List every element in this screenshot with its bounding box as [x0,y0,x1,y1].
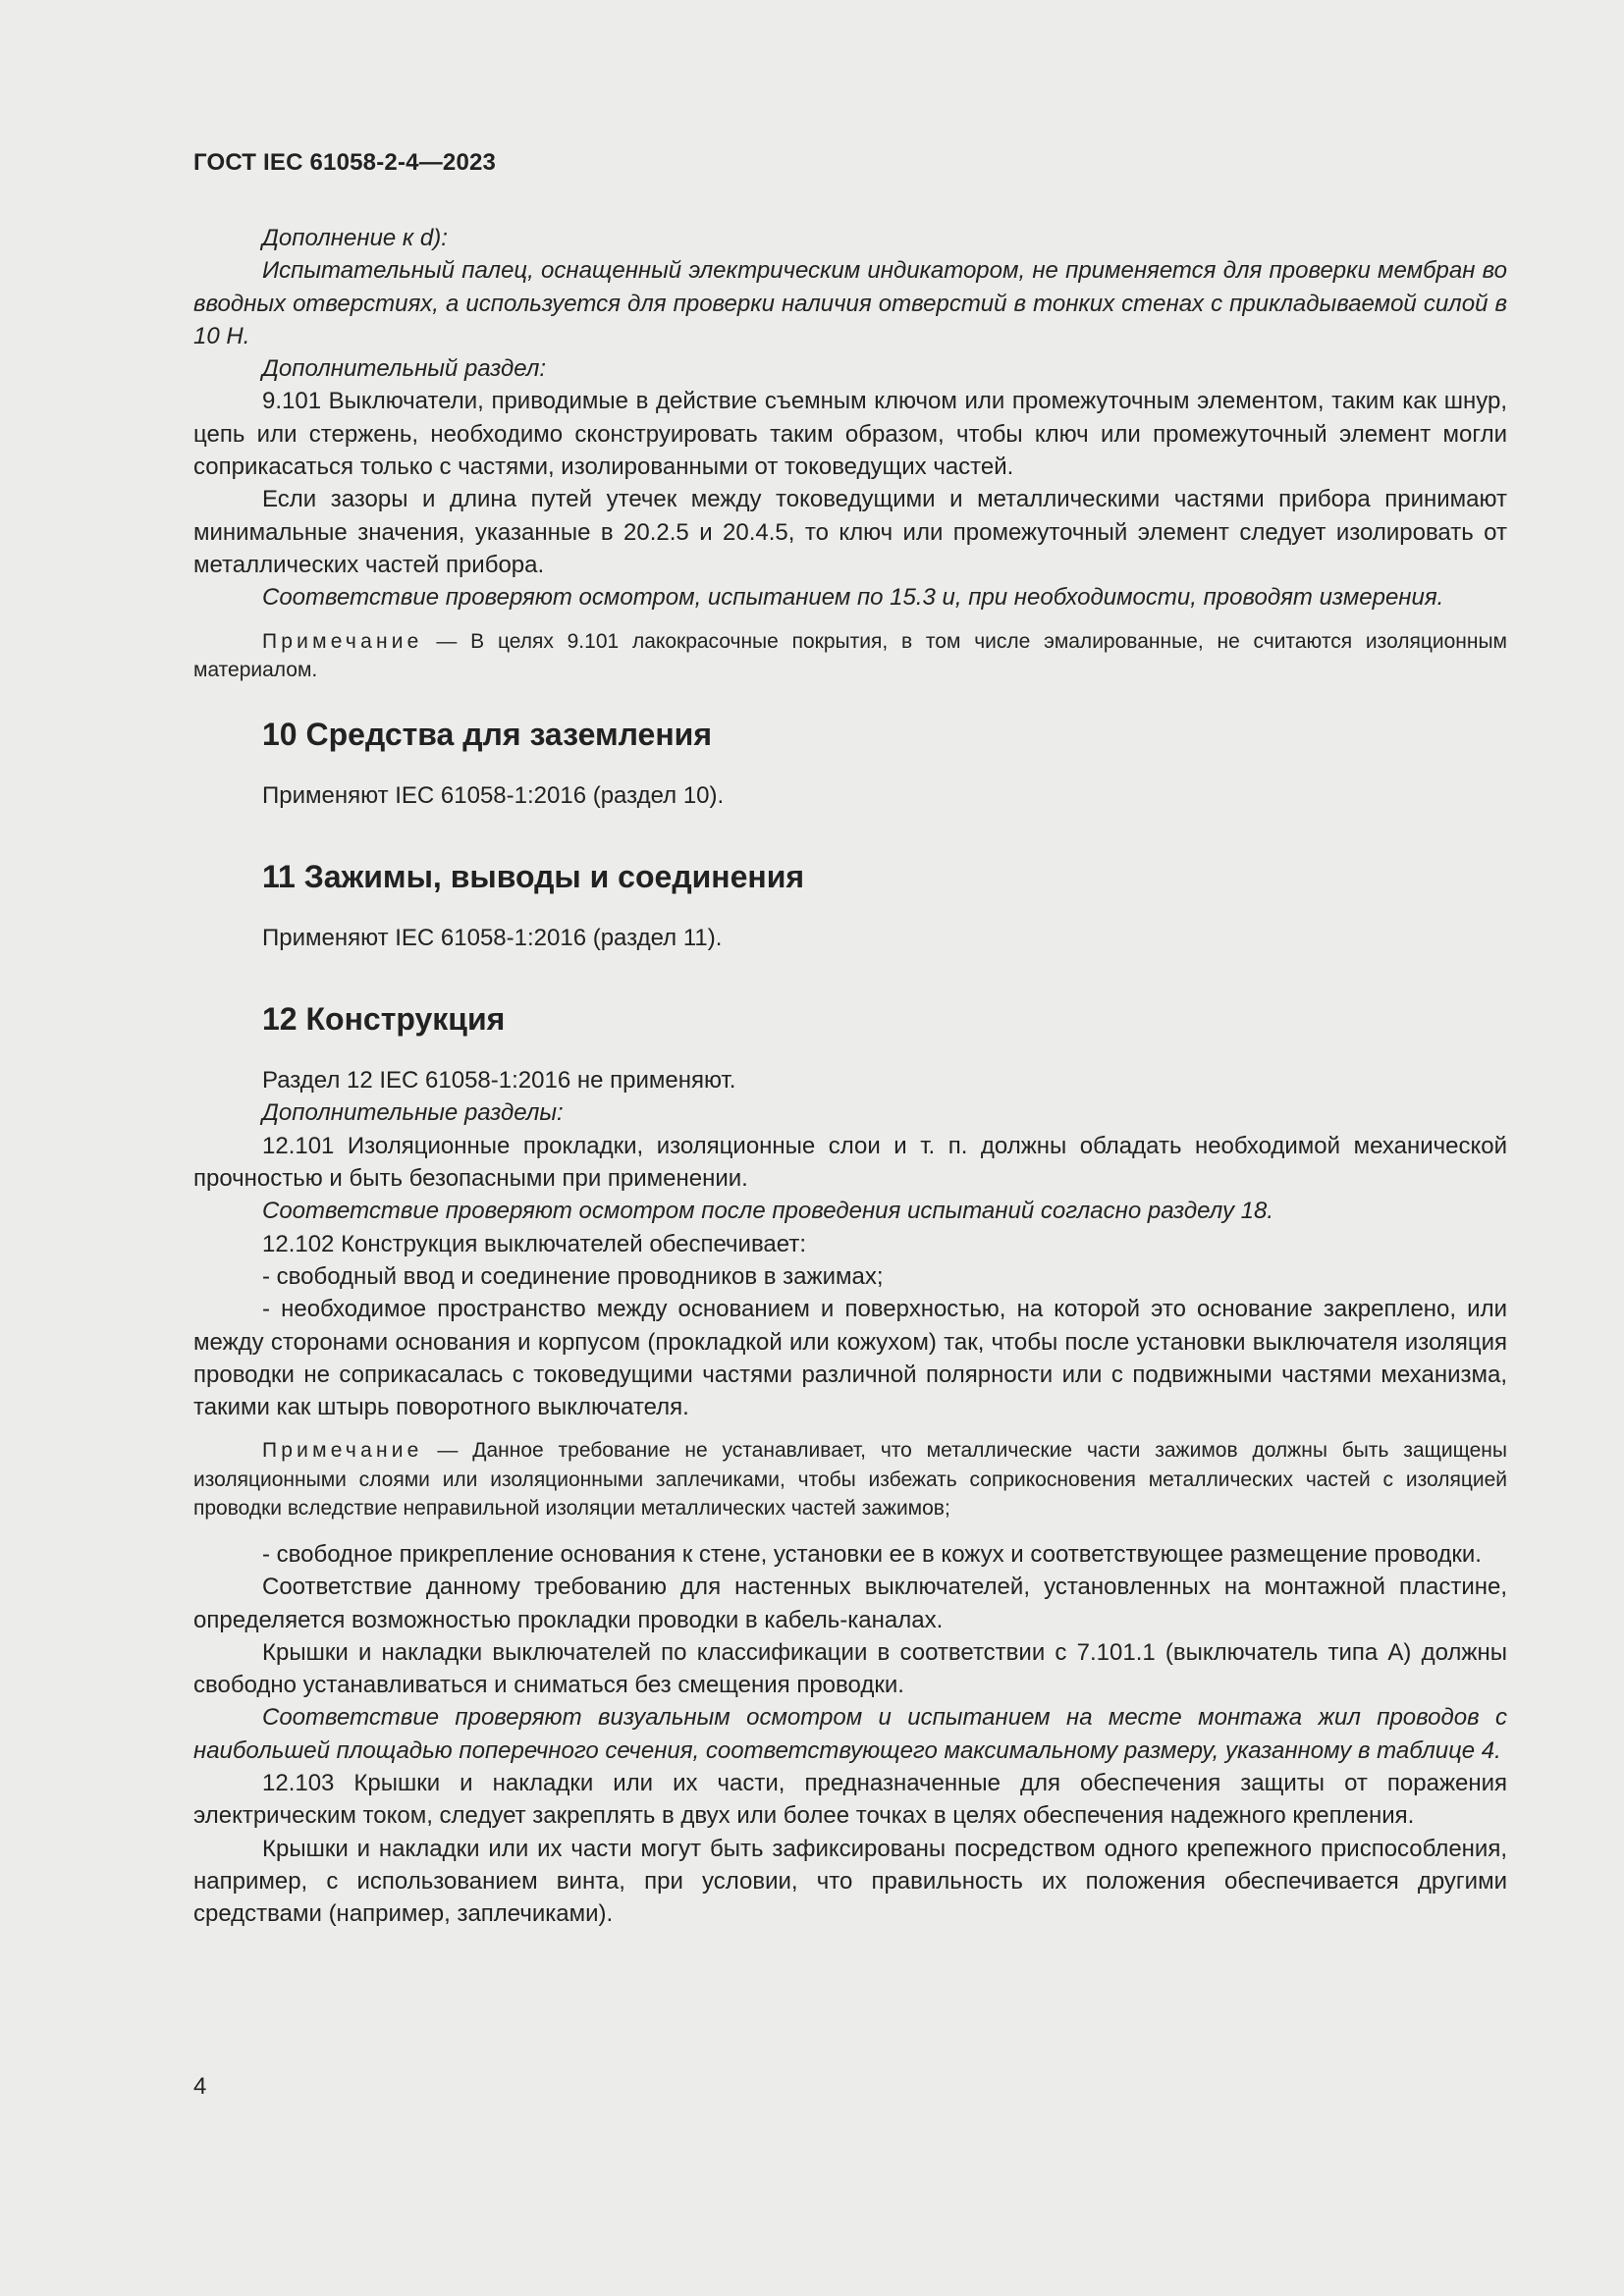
paragraph: Раздел 12 IEC 61058-1:2016 не применяют. [262,1067,736,1095]
clause-9-101: 9.101 Выключатели, приводимые в действие съемным ключом или промежуточным элементом, таким как шнур, цепь или стержень, необходимо сконструировать таким образом, чтобы ключ или промежуточный элемент могли соприкасаться только с частями, изолированными от токоведущих частей. [193,388,1507,481]
section-heading-10: 10 Средства для заземления [262,716,713,752]
paragraph: Дополнительные разделы: [262,1099,564,1127]
compliance-paragraph: Соответствие проверяют осмотром, испытанием по 15.3 и, при необходимости, проводят измерения. [262,584,1444,612]
clause-12-101: 12.101 Изоляционные прокладки, изоляционные слои и т. п. должны обладать необходимой механической прочностью и быть безопасными при применении. [193,1132,1507,1193]
note-label: Примечание [262,629,423,653]
note-label: Примечание [262,1439,423,1463]
list-item: - свободное прикрепление основания к стене, установки ее в кожух и соответствующее размещение проводки. [262,1540,1482,1568]
paragraph: Применяют IEC 61058-1:2016 (раздел 11). [262,924,723,951]
document-body [193,222,1507,1930]
paragraph: Применяют IEC 61058-1:2016 (раздел 10). [262,781,725,809]
section-heading-11: 11 Зажимы, выводы и соединения [262,858,805,894]
list-item: - свободный ввод и соединение проводников в зажимах; [262,1262,884,1290]
note [193,1436,1507,1523]
paragraph: Дополнительный раздел: [262,355,547,383]
paragraph: Крышки и накладки выключателей по классификации в соответствии с 7.101.1 (выключатель типа А) должны свободно устанавливаться и сниматься без смещения проводки. [193,1638,1507,1699]
paragraph: Дополнение к d): [262,225,448,251]
clause-12-102: 12.102 Конструкция выключателей обеспечивает: [262,1230,806,1257]
paragraph: Крышки и накладки или их части могут быть зафиксированы посредством одного крепежного приспособления, например, с использованием винта, при условии, что правильность их положения обеспечивается другими средствами (например, заплечиками). [193,1835,1507,1928]
compliance-paragraph: Соответствие проверяют осмотром после проведения испытаний согласно разделу 18. [262,1198,1274,1225]
compliance-paragraph: Соответствие проверяют визуальным осмотром и испытанием на месте монтажа жил проводов с наибольшей площадью поперечного сечения, соответствующего максимальному размеру, указанному в таблице 4. [193,1704,1507,1764]
note-text: — Данное требование не устанавливает, что металлические части зажимов должны быть защищены изоляционными слоями или изоляционными заплечиками, чтобы избежать соприкосновения металлических частей с изоляцией проводки вследствие неправильной изоляции металлических частей зажимов; [193,1439,1507,1521]
section-heading-12: 12 Конструкция [262,1001,506,1038]
page-number: 4 [193,2073,207,2100]
paragraph: Соответствие данному требованию для настенных выключателей, установленных на монтажной пластине, определяется возможностью прокладки проводки в кабель-каналах. [193,1574,1507,1633]
paragraph: Испытательный палец, оснащенный электрическим индикатором, не применяется для проверки мембран во вводных отверстиях, а используется для проверки наличия отверстий в тонких стенах с прикладываемой силой в 10 Н. [193,257,1507,349]
clause-12-103: 12.103 Крышки и накладки или их части, предназначенные для обеспечения защиты от поражения электрическим током, следует закреплять в двух или более точках в целях обеспечения надежного крепления. [193,1770,1507,1830]
list-item: - необходимое пространство между основанием и поверхностью, на которой это основание закреплено, или между сторонами основания и корпусом (прокладкой или кожухом) так, чтобы после установки выключателя изоляция проводки не соприкасалась с токоведущими частями различной полярности или с подвижными частями механизма, такими как штырь поворотного выключателя. [193,1296,1507,1421]
note-text: — В целях 9.101 лакокрасочные покрытия, в том числе эмалированные, не считаются изоляционным материалом. [193,629,1507,682]
note [193,627,1507,685]
document-header: ГОСТ IEC 61058-2-4—2023 [193,149,497,176]
paragraph: Если зазоры и длина путей утечек между токоведущими и металлическими частями прибора принимают минимальные значения, указанные в 20.2.5 и 20.4.5, то ключ или промежуточный элемент следует изолировать от металлических частей прибора. [193,486,1507,578]
